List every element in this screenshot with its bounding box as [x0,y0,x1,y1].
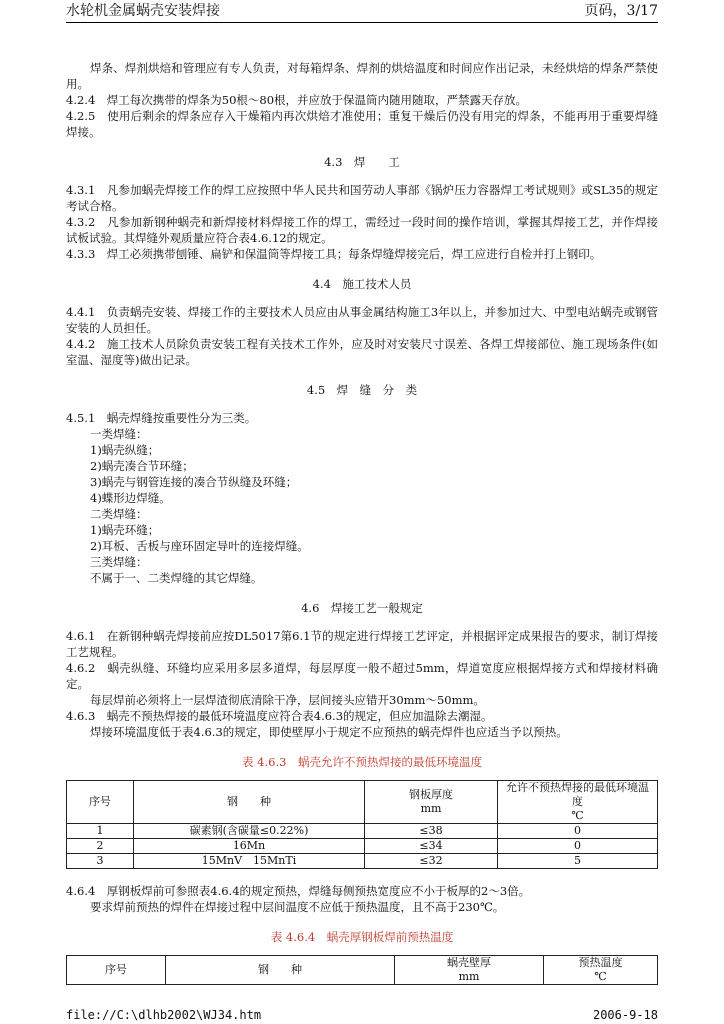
table-row [67,824,658,839]
table-cell: 0 [498,824,658,839]
column-header: 钢 种 [134,781,365,824]
file-path: file://C:\dlhb2002\WJ34.htm [66,1008,262,1022]
table-caption: 表 4.6.3 蜗壳允许不预热焊接的最低环境温度 [242,755,482,769]
column-header: 允许不预热焊接的最低环境温度 ℃ [498,781,658,824]
list-item: 三类焊缝： [90,555,148,569]
paragraph: 要求焊前预热的焊件在焊接过程中层间温度不应低于预热温度，且不高于230℃。 [90,900,505,914]
table-header-row [67,781,658,824]
table-cell: ≤34 [365,839,498,854]
clause-4-6-2: 4.6.2 蜗壳纵缝、环缝均应采用多层多道焊，每层厚度一般不超过5mm，焊道宽度应根据焊接方式和焊接材料确定。 [66,661,658,691]
table-cell: ≤38 [365,824,498,839]
table-4-6-4 [66,955,658,985]
page-header [66,0,658,23]
list-item: 2)耳板、舌板与座环固定导叶的连接焊缝。 [90,539,309,553]
list-item: 二类焊缝： [90,507,148,521]
table-cell: 碳素钢(含碳量≤0.22%) [134,824,365,839]
list-item: 2)蜗壳凑合节环缝； [90,459,194,473]
list-item: 4)蝶形边焊缝。 [90,491,171,505]
date-stamp: 2006-9-18 [592,1008,658,1022]
clause-4-6-4: 4.6.4 厚钢板焊前可参照表4.6.4的规定预热，焊缝每侧预热宽度应不小于板厚的2～3倍。 [66,884,531,898]
column-header: 钢 种 [166,956,395,985]
section-heading-4-4: 4.4 施工技术人员 [312,277,412,291]
clause-4-3-1: 4.3.1 凡参加蜗壳焊接工作的焊工应按照中华人民共和国劳动人事部《锅炉压力容器焊工考试规则》或SL35的规定考试合格。 [66,183,658,213]
table-cell: 1 [67,824,134,839]
clause-4-4-1: 4.4.1 负责蜗壳安装、焊接工作的主要技术人员应由从事金属结构施工3年以上，并参加过大、中型电站蜗壳或钢管安装的人员担任。 [66,305,658,335]
list-item: 1)蜗壳纵缝； [90,443,160,457]
table-4-6-3 [66,780,658,869]
clause-4-3-2: 4.3.2 凡参加新钢种蜗壳和新焊接材料焊接工作的焊工，需经过一段时间的操作培训，掌握其焊接工艺，并作焊接试板试验。其焊缝外观质量应符合表4.6.12的规定。 [66,215,658,245]
paragraph: 焊条、焊剂烘焙和管理应有专人负责，对每箱焊条、焊剂的烘焙温度和时间应作出记录，未经烘焙的焊条严禁使用。 [66,61,658,91]
clause-4-6-3: 4.6.3 蜗壳不预热焊接的最低环境温度应符合表4.6.3的规定，但应加温除去潮湿。 [66,709,493,723]
list-item: 3)蜗壳与钢管连接的凑合节纵缝及环缝； [90,475,298,489]
table-cell: 0 [498,839,658,854]
table-cell: 5 [498,854,658,869]
table-cell: 15MnV 15MnTi [134,854,365,869]
table-cell: 3 [67,854,134,869]
section-heading-4-6: 4.6 焊接工艺一般规定 [301,601,423,615]
column-header: 序号 [67,956,166,985]
table-cell: 16Mn [134,839,365,854]
list-item: 不属于一、二类焊缝的其它焊缝。 [90,571,263,585]
document-title: 水轮机金属蜗壳安装焊接 [66,3,220,19]
column-header: 预热温度 ℃ [544,956,658,985]
column-header: 蜗壳壁厚 mm [395,956,544,985]
clause-4-2-4: 4.2.4 焊工每次携带的焊条为50根～80根，并应放于保温筒内随用随取，严禁露天存放。 [66,93,528,107]
table-header-row [67,956,658,985]
document-body [66,60,658,985]
section-heading-4-3: 4.3 焊 工 [324,155,400,169]
clause-4-6-1: 4.6.1 在新钢种蜗壳焊接前应按DL5017第6.1节的规定进行焊接工艺评定，并根据评定成果报告的要求，制订焊接工艺规程。 [66,629,658,659]
clause-4-2-5: 4.2.5 使用后剩余的焊条应存入干燥箱内再次烘焙才准使用；重复干燥后仍没有用完的焊条，不能再用于重要焊缝焊接。 [66,109,658,139]
table-row [67,839,658,854]
paragraph: 每层焊前必须将上一层焊渣彻底清除干净，层间接头应错开30mm～50mm。 [90,693,485,707]
column-header: 序号 [67,781,134,824]
page-number: 页码，3/17 [584,3,658,19]
table-row [67,854,658,869]
clause-4-3-3: 4.3.3 焊工必须携带刨锤、扁铲和保温筒等焊接工具；每条焊缝焊接完后，焊工应进行自检并打上钢印。 [66,247,602,261]
paragraph: 焊接环境温度低于表4.6.3的规定，即使壁厚小于规定不应预热的蜗壳焊件也应适当予以预热。 [90,725,568,739]
clause-4-4-2: 4.4.2 施工技术人员除负责安装工程有关技术工作外，应及时对安装尺寸误差、各焊工焊接部位、施工现场条件(如室温、湿度等)做出记录。 [66,337,658,367]
section-heading-4-5: 4.5 焊 缝 分 类 [306,383,418,397]
table-caption: 表 4.6.4 蜗壳厚钢板焊前预热温度 [270,930,454,944]
list-item: 1)蜗壳环缝； [90,523,160,537]
column-header: 钢板厚度 mm [365,781,498,824]
table-cell: ≤32 [365,854,498,869]
list-item: 一类焊缝： [90,427,148,441]
table-cell: 2 [67,839,134,854]
clause-4-5-1: 4.5.1 蜗壳焊缝按重要性分为三类。 [66,411,257,425]
